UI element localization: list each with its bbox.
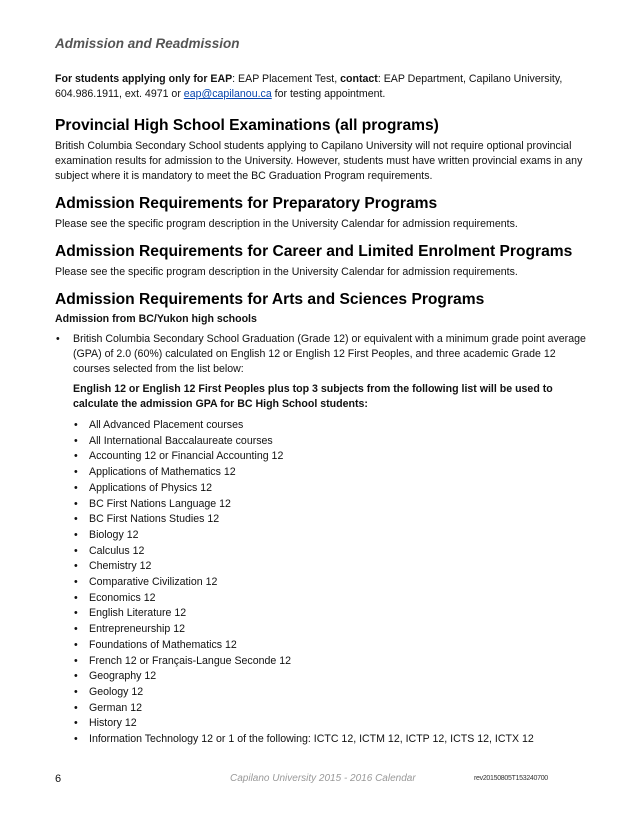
list-item <box>73 732 587 748</box>
list-item <box>73 512 587 528</box>
gpa-intro: English 12 or English 12 First Peoples plus top 3 subjects from the following list will be used to calculate the admission GPA for BC High School students: <box>73 383 553 410</box>
eap-tail: for testing appointment. <box>271 88 386 100</box>
section-career <box>55 242 587 280</box>
bullet-icon: • <box>74 591 78 604</box>
list-item <box>73 481 587 497</box>
course-name: All International Baccalaureate courses <box>89 434 273 447</box>
course-name: Entrepreneurship 12 <box>89 623 185 636</box>
course-name: All Advanced Placement courses <box>89 419 244 431</box>
course-name: BC First Nations Studies 12 <box>89 513 220 526</box>
course-name: French 12 or Français-Langue Seconde 12 <box>89 654 291 667</box>
bullet-icon: • <box>74 544 78 557</box>
course-name: German 12 <box>89 701 142 714</box>
course-name: Applications of Physics 12 <box>89 481 213 494</box>
list-item <box>73 685 587 701</box>
list-item <box>73 544 587 560</box>
bullet-icon: • <box>74 654 78 667</box>
course-name: Calculus 12 <box>89 544 145 557</box>
bullet-icon: • <box>74 638 78 651</box>
course-name: BC First Nations Language 12 <box>89 497 231 510</box>
eap-note <box>55 72 587 102</box>
list-item <box>73 591 587 607</box>
section-heading: Admission Requirements for Preparatory Programs <box>55 195 438 212</box>
list-item <box>73 654 587 670</box>
eap-contact-label: contact <box>340 73 378 85</box>
bullet-icon: • <box>56 333 60 345</box>
section-body: Please see the specific program description in the University Calendar for admission requirements. <box>55 218 518 230</box>
eap-email-link[interactable]: eap@capilanou.ca <box>183 88 272 100</box>
page-content <box>55 72 587 758</box>
list-item <box>73 669 587 685</box>
eap-lead-rest: : EAP Placement Test, <box>232 73 341 85</box>
course-list <box>55 418 587 748</box>
list-item <box>73 559 587 575</box>
list-item <box>73 528 587 544</box>
list-item <box>73 701 587 717</box>
course-name: Chemistry 12 <box>89 560 152 573</box>
course-name: Accounting 12 or Financial Accounting 12 <box>89 450 284 463</box>
bullet-icon: • <box>74 701 78 714</box>
footer-title: Capilano University 2015 - 2016 Calendar <box>230 773 416 784</box>
bullet-icon: • <box>74 607 78 620</box>
bullet-icon: • <box>74 513 78 526</box>
course-name: English Literature 12 <box>89 607 187 620</box>
bullet-icon: • <box>74 670 78 683</box>
course-name: Geology 12 <box>89 685 144 698</box>
course-name: Economics 12 <box>89 591 156 604</box>
section-arts-sciences <box>55 290 587 748</box>
running-header: Admission and Readmission <box>55 36 240 51</box>
bullet-icon: • <box>74 733 78 746</box>
course-name: Geography 12 <box>89 670 157 683</box>
subheading: Admission from BC/Yukon high schools <box>55 313 257 325</box>
page-number: 6 <box>55 773 62 785</box>
bullet-icon: • <box>74 685 78 698</box>
section-body: British Columbia Secondary School students applying to Capilano University will not require optional provincial examination results for admission to the University. However, students must have written provincial exams in any subject where it is mandatory to meet the BC Graduation Program requirements. <box>55 140 583 182</box>
list-item <box>73 716 587 732</box>
bullet-icon: • <box>74 560 78 573</box>
list-item <box>73 638 587 654</box>
list-item <box>73 497 587 513</box>
list-item <box>73 449 587 465</box>
course-name: Comparative Civilization 12 <box>89 576 218 589</box>
course-name: Applications of Mathematics 12 <box>89 466 236 479</box>
bullet-icon: • <box>74 450 78 463</box>
section-body: Please see the specific program description in the University Calendar for admission requirements. <box>55 266 518 278</box>
course-name: Biology 12 <box>89 528 139 541</box>
requirement-text: British Columbia Secondary School Graduation (Grade 12) or equivalent with a minimum grade point average (GPA) of 2.0 (60%) calculated on English 12 or English 12 First Peoples, and three academic Grade 12 courses selected from the list below: <box>73 333 586 375</box>
section-heading: Admission Requirements for Career and Limited Enrolment Programs <box>55 243 573 260</box>
eap-contact-text: : EAP Department, Capilano University, 604.986.1911, ext. 4971 or <box>55 73 563 100</box>
bullet-icon: • <box>74 576 78 589</box>
list-item <box>73 465 587 481</box>
bullet-icon: • <box>74 623 78 636</box>
list-item <box>73 418 587 434</box>
section-heading: Provincial High School Examinations (all programs) <box>55 117 439 134</box>
bullet-icon: • <box>74 717 78 730</box>
section-preparatory <box>55 194 587 232</box>
list-item <box>73 622 587 638</box>
section-provincial-exams <box>55 116 587 184</box>
course-name: History 12 <box>89 717 137 730</box>
footer-code: rev20150805T153240700 <box>474 775 548 782</box>
list-item <box>73 606 587 622</box>
list-item <box>73 575 587 591</box>
bullet-icon: • <box>74 419 78 431</box>
course-name: Foundations of Mathematics 12 <box>89 638 237 651</box>
list-item <box>73 434 587 450</box>
bullet-icon: • <box>74 434 78 447</box>
requirement-bullet <box>55 332 587 377</box>
eap-lead: For students applying only for EAP <box>55 73 233 85</box>
bullet-icon: • <box>74 481 78 494</box>
bullet-icon: • <box>74 528 78 541</box>
section-heading: Admission Requirements for Arts and Sciences Programs <box>55 291 485 308</box>
bullet-icon: • <box>74 466 78 479</box>
course-name: Information Technology 12 or 1 of the following: ICTC 12, ICTM 12, ICTP 12, ICTS 12, ICTX 12 <box>89 733 534 746</box>
bullet-icon: • <box>74 497 78 510</box>
